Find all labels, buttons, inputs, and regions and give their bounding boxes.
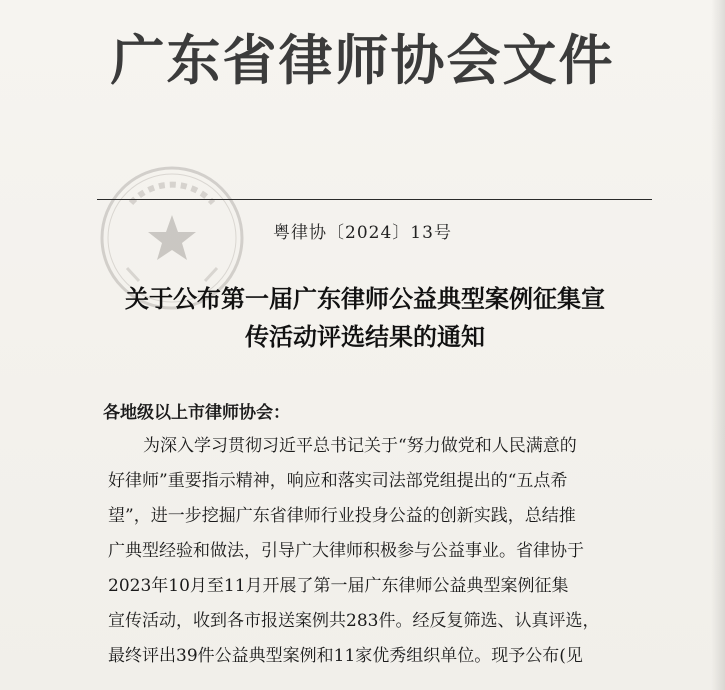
body-line: 望”，进一步挖掘广东省律师行业投身公益的创新实践，总结推 bbox=[108, 506, 576, 526]
document-number: 粤律协〔2024〕13号 bbox=[273, 223, 452, 243]
page-edge-shadow bbox=[711, 0, 725, 690]
body-line: 广典型经验和做法，引导广大律师积极参与公益事业。省律协于 bbox=[108, 541, 584, 561]
salutation: 各地级以上市律师协会： bbox=[103, 403, 290, 423]
body-line: 2023年10月至11月开展了第一届广东律师公益典型案例征集 bbox=[108, 576, 569, 596]
header-title: 广东省律师协会文件 bbox=[110, 29, 615, 92]
notice-title bbox=[60, 280, 670, 356]
body-line: 为深入学习贯彻习近平总书记关于“努力做党和人民满意的 bbox=[143, 436, 577, 456]
body-line: 最终评出39件公益典型案例和11家优秀组织单位。现予公布(见 bbox=[108, 646, 583, 666]
body-line: 宣传活动，收到各市报送案例共283件。经反复筛选、认真评选， bbox=[108, 611, 600, 631]
notice-title-line: 传活动评选结果的通知 bbox=[245, 322, 485, 351]
body-line: 好律师”重要指示精神，响应和落实司法部党组提出的“五点希 bbox=[108, 471, 568, 491]
notice-title-line: 关于公布第一届广东律师公益典型案例征集宣 bbox=[125, 284, 605, 313]
header-rule bbox=[97, 199, 652, 200]
